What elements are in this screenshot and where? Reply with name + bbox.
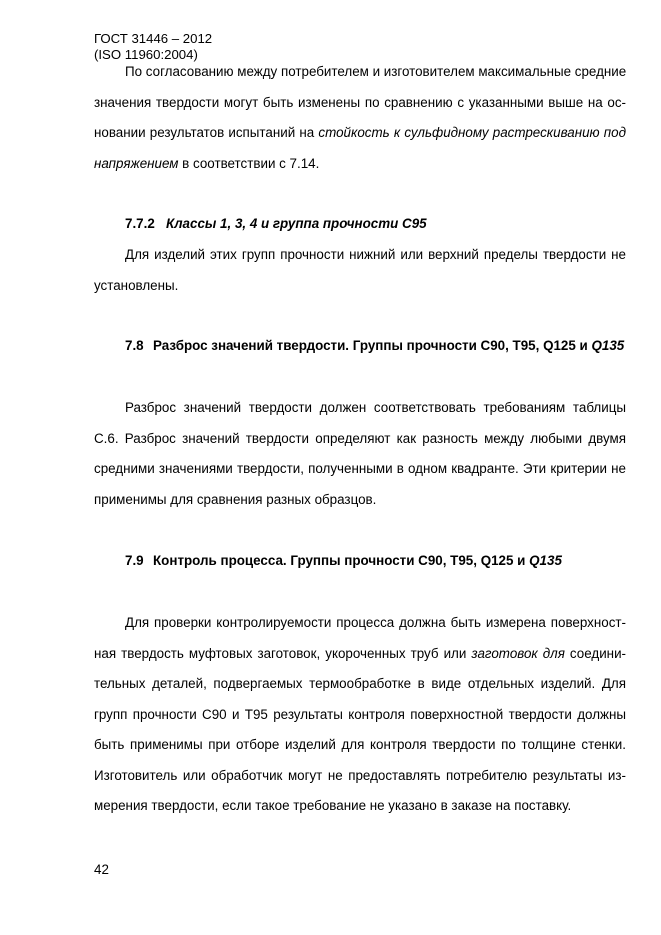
section-number: 7.8 xyxy=(125,338,144,353)
iso-reference: (ISO 11960:2004) xyxy=(94,47,198,62)
text-line: в соответствии с 7.14. xyxy=(178,155,320,171)
section-title: Контроль процесса. Группы прочности C90, T95, Q125 и xyxy=(153,553,530,568)
section-heading-7-8 xyxy=(125,338,624,353)
text-line: средними значениями твердости, полученными в одном квадранте. Эти критерии не xyxy=(94,461,626,476)
section-title-italic: Q135 xyxy=(591,338,625,353)
paragraph-hardness-agreement xyxy=(94,57,626,179)
text-line: установлены. xyxy=(94,277,179,293)
text-line: тельных деталей, подвергаемых термообработке в виде отдельных изделий. Для xyxy=(94,676,626,691)
text-line: значения твердости могут быть изменены по сравнению с указанными выше на ос- xyxy=(94,94,626,110)
text-line: соедини- xyxy=(564,645,627,661)
paragraph-hardness-spread xyxy=(94,393,626,515)
paragraph-process-control xyxy=(94,608,626,822)
italic-term: напряжением xyxy=(94,155,179,171)
text-line: быть применимы при отборе изделий для контроля твердости по толщине стенки. xyxy=(94,737,626,752)
section-title-italic: Q135 xyxy=(529,553,562,568)
text-line: новании результатов испытаний на xyxy=(94,125,319,140)
section-number: 7.7.2 xyxy=(125,216,155,231)
section-number: 7.9 xyxy=(125,553,144,568)
standard-number: ГОСТ 31446 – 2012 xyxy=(94,31,213,46)
page-number: 42 xyxy=(94,862,109,877)
section-title: Классы 1, 3, 4 и группа прочности C95 xyxy=(166,216,427,231)
section-heading-7-7-2 xyxy=(125,216,427,231)
text-line: Изготовитель или обработчик могут не предоставлять потребителю результаты из- xyxy=(94,767,626,783)
italic-term: заготовок для xyxy=(471,645,565,661)
paragraph-classes-hardness xyxy=(94,240,626,301)
text-line: групп прочности C90 и T95 результаты контроля поверхностной твердости должны xyxy=(94,706,626,722)
text-line: По согласованию между потребителем и изготовителем максимальные средние xyxy=(125,64,627,79)
text-line: Разброс значений твердости должен соответствовать требованиям таблицы xyxy=(125,400,626,415)
section-heading-7-9 xyxy=(125,553,562,568)
text-line: применимы для сравнения разных образцов. xyxy=(94,491,377,507)
section-title: Разброс значений твердости. Группы прочности C90, T95, Q125 и xyxy=(153,338,592,353)
italic-term: стойкость к сульфидному растрескиванию под xyxy=(318,125,626,140)
text-line: Для изделий этих групп прочности нижний или верхний пределы твердости не xyxy=(125,247,626,262)
text-line: С.6. Разброс значений твердости определяют как разность между любыми двумя xyxy=(94,430,626,446)
text-line: ная твердость муфтовых заготовок, укороченных труб или xyxy=(94,645,472,661)
text-line: мерения твердости, если такое требование не указано в заказе на поставку. xyxy=(94,798,572,813)
text-line: Для проверки контролируемости процесса должна быть измерена поверхност- xyxy=(125,615,626,630)
